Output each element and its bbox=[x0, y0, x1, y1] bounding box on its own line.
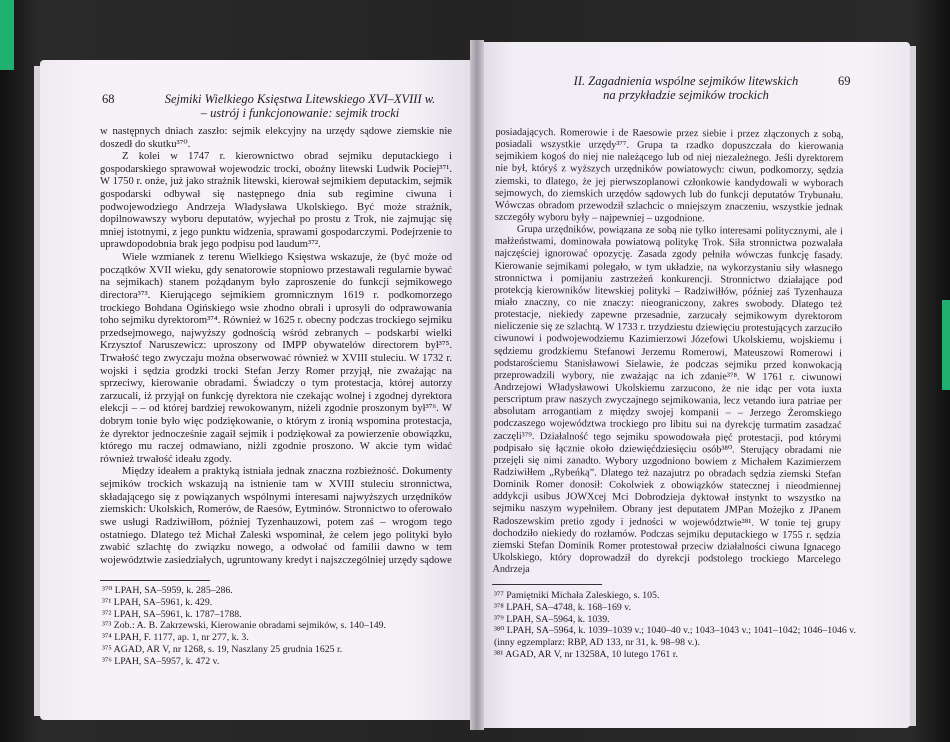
running-head-title: Sejmiki Wielkiego Księstwa Litewskiego XVI–XVIII w. – ustrój i funkcjonowanie: sejmik trocki bbox=[164, 92, 436, 120]
running-head-title: II. Zagadnienia wspólne sejmików litewskich na przykładzie sejmików trockich bbox=[573, 74, 799, 102]
footnote: (inny egzemplarz: RBP, AD 133, nr 31, k. 98–98 v.). bbox=[494, 637, 700, 649]
page-number: 68 bbox=[102, 92, 115, 106]
footnote: ³⁷³ Zob.: A. B. Zakrzewski, Kierowanie obradami sejmików, s. 140–149. bbox=[102, 620, 387, 632]
book-spine bbox=[470, 40, 484, 730]
footnotes bbox=[102, 585, 442, 668]
footnote: ³⁷⁵ AGAD, AR V, nr 1268, s. 19, Naszlany 25 grudnia 1625 r. bbox=[102, 643, 343, 655]
paragraph: w następnych dniach zaszło: sejmik elekcyjny na urzędy sądowe ziemskie nie doszedł do skutku³⁷⁰. bbox=[100, 126, 452, 150]
left-page bbox=[40, 60, 476, 720]
footnote: ³⁷⁸ LPAH, SA–4748, k. 168–169 v. bbox=[494, 601, 631, 613]
footnote: ³⁷¹ LPAH, SA–5961, k. 429. bbox=[102, 596, 213, 608]
footnote: ³⁷⁶ LPAH, SA–5957, k. 472 v. bbox=[102, 655, 220, 667]
footnote: ³⁸¹ AGAD, AR V, nr 13258A, 10 lutego 1761 r. bbox=[494, 648, 678, 660]
footnote: ³⁷⁴ LPAH, F. 1177, ap. 1, nr 277, k. 3. bbox=[102, 632, 249, 644]
footnotes bbox=[494, 590, 856, 661]
page-body bbox=[492, 127, 843, 579]
page-number: 69 bbox=[838, 74, 851, 88]
paragraph: Grupa urzędników, powiązana ze sobą nie tylko interesami politycznymi, ale i małżeństwami, dominowała powiatową politykę Trok. Siła stronnictwa pozwalała najczęściej ignorować opozycję. Zasada zgody pełniła wówczas funkcję fasady. Kierowanie sejmikami polegało, w tym układzie, na wykorzystaniu siły własnego stronnictwa i pomijaniu zastrzeżeń konkurencji. Stronnictwo działające pod protekcją kierowników litewskiej polityki – Radziwiłłów, później zaś Tyzenhauza miało znaczny, co nie znaczy: nieograniczony, zakres swobody. Dlatego też protestacje, niekiedy zapewne przesadnie, zarzucały sejmikowym dyrektorom nieliczenie się ze szlachtą. W 1733 r. trzydziestu dziewięciu protestujących zarzuciło ciwunowi i podwojewodziemu Kazimierzowi Józefowi Ukolskiemu, wojskiemu i sędziemu grodzkiemu Stefanowi Jerzemu Romerowi, Mateuszowi Romerowi i podstarościemu Stanisławowi Sielawie, że podczas sejmiku przed konwokacją przeprowadzili wybory, nie zważając na ich zdanie³⁷⁸. W 1761 r. ciwunowi Andrzejowi Władysławowi Ukolskiemu zarzucono, że nie idąc per vota iuxta perscriptum praw naszych zwyczajnego sejmikowania, lecz vetando iura patriae per absolutam arrogantiam z między swojej kompanii – – Jerzego Żeromskiego podczaszego województwa trockiego pro libitu sui na dyrekcję turmatim zasadzać zaczęli³⁷⁹. Działalność tego sejmiku spowodowała pięć protestacji, pod którymi podpisało się łącznie około dziewięćdziesięciu osób³⁸⁰. Sterujący obradami nie przejęli się nimi zanadto. Wybory uzgodniono bowiem z Michałem Kazimierzem Radziwiłłem „Rybeńką”. Dlatego też nazajutrz po obradach sędzia ziemski Stefan Dominik Romer donosił: Cokolwiek z obowiązków statecznej i nieodmiennej addykcji usibus JOWXcej Mci Dobrodzieja dyktował instynkt to wszystko na sejmiku naszym wypełniłem. Obrany jest deputatem JMPan Możejko z JPanem Radoszewskim pretio zgody i jedności w województwie³⁸¹. W tonie tej grupy dochodziło niekiedy do rozłamów. Podczas sejmiku deputackiego w 1755 r. sędzia ziemski Stefan Dominik Romer protestował przeciw działalności ciwuna Ignacego Ukolskiego, który doprowadził do dyrekcji podstolego trockiego Marcelego Andrzeja bbox=[492, 224, 843, 576]
right-page bbox=[478, 42, 910, 728]
paragraph: Wiele wzmianek z terenu Wielkiego Księstwa wskazuje, że (być może od początków XVII wieku, gdy senatorowie stopniowo przestawali regularnie bywać na sejmikach) stanem pożądanym było zaproszenie do funkcji sejmikowego directora³⁷³. Kierującego sejmikiem gromnicznym 1619 r. podkomorzego trockiego Bohdana Ogińskiego wsie zhodno obrali i uprosyli do odprawowania toho sejmiku dyrektorom³⁷⁴. Również w 1625 r. obecny podczas trockiego sejmiku przedsejmowego, najwyższy godnością wśród zebranych – podskarbi wielki Krzysztof Naruszewicz: uproszony od IMPP obywatelów directorem był³⁷⁵. Trwałość tego zwyczaju można obserwować również w XVIII stuleciu. W 1732 r. wojski i sędzia grodzki trocki Stefan Jerzy Romer przyjął, nie zważając na sprzeciwy, kierowanie obradami. Świadczy o tym protestacja, której autorzy zarzucali, iż przyjął on funkcję dyrektora nie czekając wolnej i zgodnej dyrektora elekcji – – od której bardziej rewokowanym, niżeli zgodnie proszonym był³⁷⁶. W dobrym tonie było więc podziękowanie, o którym z ironią wspomina protestacja, że dyrektor jednocześnie zagaił sejmik i podziękował za powierzenie obowiązku, którego mu raczej odmawiano, niżli zgodnie proszono. W akcie tym widać również trwałość ideału zgody. bbox=[100, 252, 452, 465]
paragraph: posiadających. Romerowie i de Raesowie przez siebie i przez złączonych z sobą, posiadali wszystkie urzędy³⁷⁷. Grupa ta rzadko dopuszczała do kierowania sejmikiem kogoś do niej nie należącego lub od niej niezależnego. Jeśli dyrektorem nie był, któryś z wyższych urzędników powiatowych: ciwun, podkomorzy, sędzia ziemski, to dlatego, że jej pierwszoplanowi członkowie kandydowali w wyborach sejmowych, do ziemskich urzędów sądowych lub do funkcji deputatów Trybunału. Wówczas obradom przewodził szlachcic o mniejszym znaczeniu, wszystkie jednak szczegóły wyboru były – najpewniej – uzgodnione. bbox=[494, 126, 844, 225]
footnote: ³⁷⁰ LPAH, SA–5959, k. 285–286. bbox=[102, 585, 233, 596]
footnote: ³⁸⁰ LPAH, SA–5964, k. 1039–1039 v.; 1040–40 v.; 1043–1043 v.; 1041–1042; 1046–1046 v. bbox=[494, 625, 856, 637]
footnote-rule bbox=[492, 584, 602, 585]
footnote: ³⁷² LPAH, SA–5961, k. 1787–1788. bbox=[102, 608, 242, 620]
scanner-marker bbox=[942, 300, 950, 390]
footnote: ³⁷⁹ LPAH, SA–5964, k. 1039. bbox=[494, 613, 610, 625]
paragraph: Z kolei w 1747 r. kierownictwo obrad sejmiku deputackiego i gospodarskiego sprawował wojewodzic trocki, oboźny litewski Ludwik Pociej³⁷¹. W 1750 r. onże, już jako strażnik litewski, kierował sejmikiem deputackim, sejmik gospodarski odbywał się następnego dnia sub regimine ciwuna i podwojewodziego Andrzeja Władysława Ukolskiego. Być może strażnik, dopilnowawszy wyboru deputatów, wyjechał po prostu z Trok, nie zajmując się mniej istotnymi, z jego punktu widzenia, sprawami gospodarczymi. Podejrzenie to uprawdopodobnia brak jego podpisu pod laudum³⁷². bbox=[100, 151, 452, 251]
footnote: ³⁷⁷ Pamiętniki Michała Zaleskiego, s. 105. bbox=[494, 590, 660, 601]
scanner-marker bbox=[0, 0, 14, 70]
footnote-rule bbox=[100, 580, 210, 581]
paragraph: Między ideałem a praktyką istniała jednak znaczna rozbieżność. Dokumenty sejmików trockich wskazują na istnienie tam w XVIII stuleciu stronnictwa, składającego się z powiązanych wspólnymi interesami najwyższych urzędników ziemskich: Ukolskich, Romerów, de Raesów, Eytminów. Stronnictwo to oferowało swe usługi Radziwiłłom, później Tyzenhauzowi, potem zaś – wrogom tego ostatniego. Dlatego też Michał Zaleski wspominał, że celem jego polityki było zwabić szlachtę do związku nowego, a odwołać od familii dawno w tem województwie zasiedziałych, ugruntowany kredyt i najszczególniej urzędy sądowe bbox=[100, 466, 452, 566]
page-body bbox=[100, 126, 452, 567]
